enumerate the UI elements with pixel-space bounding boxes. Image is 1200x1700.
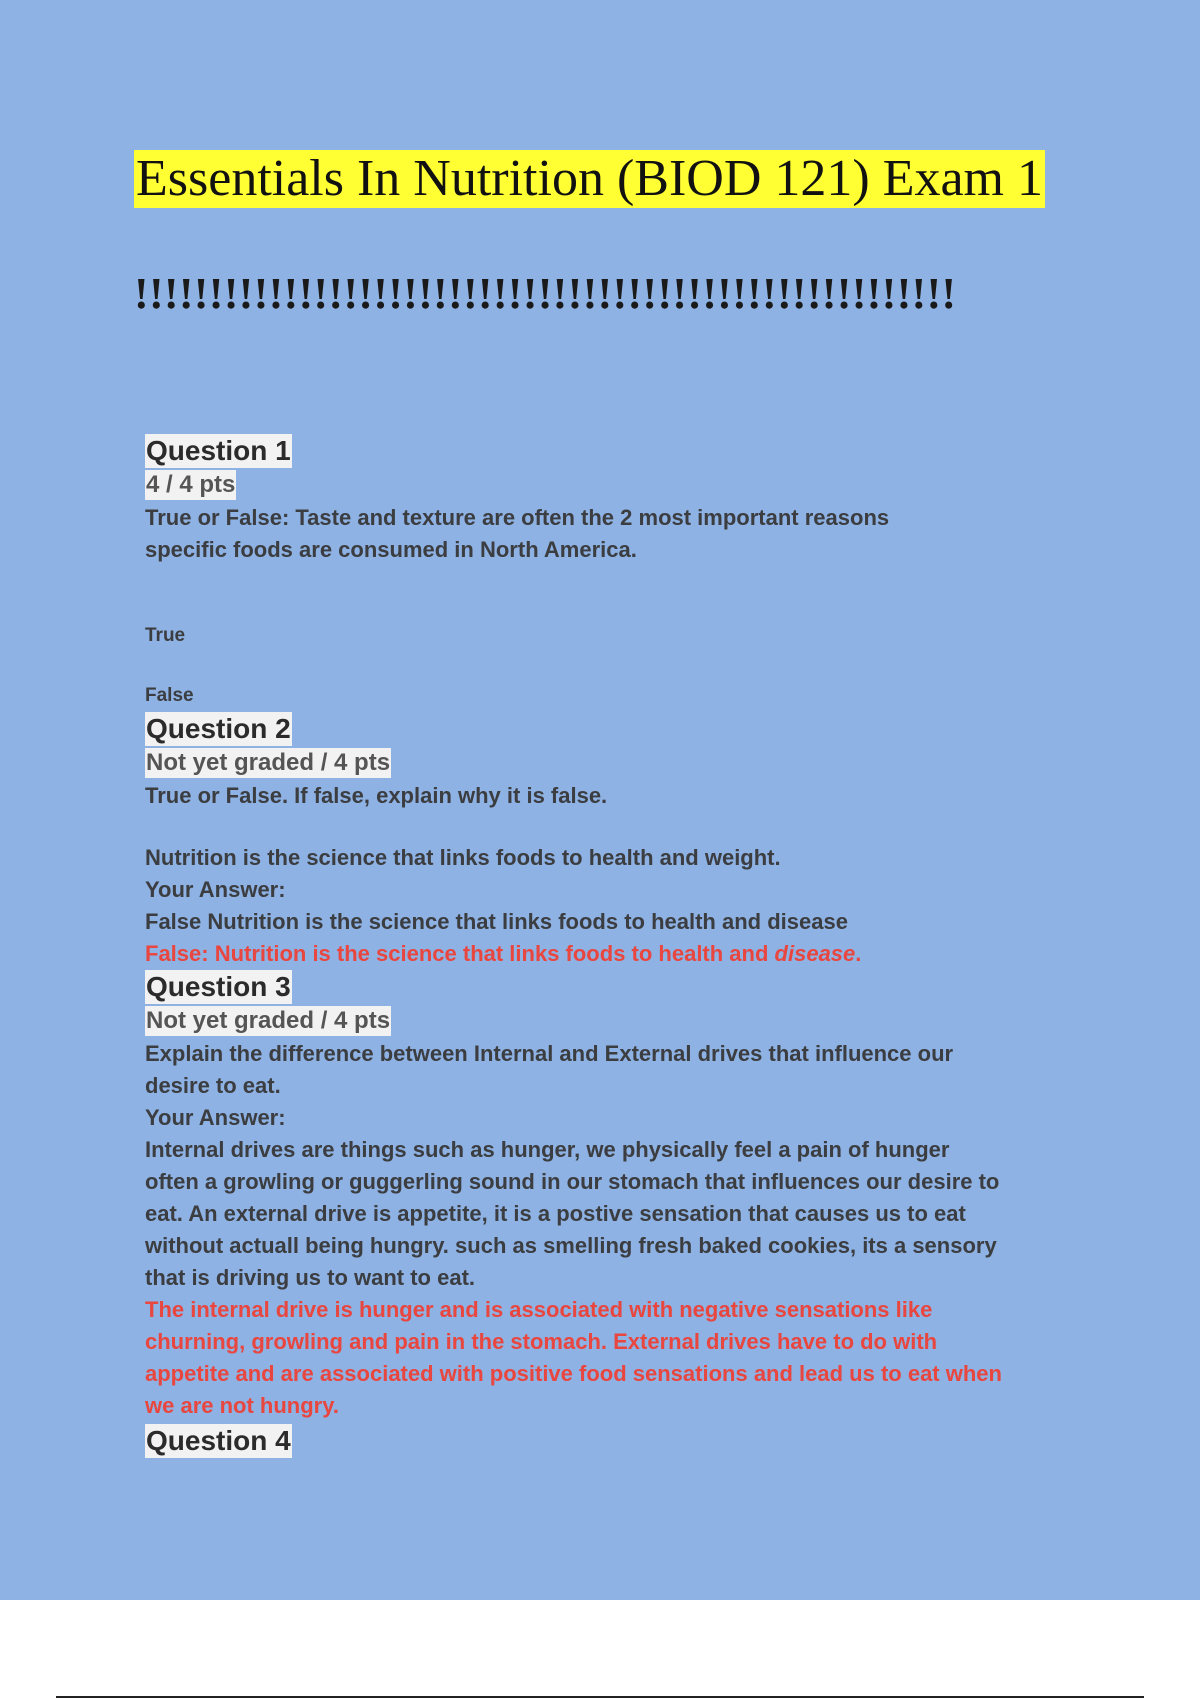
feedback-line: appetite and are associated with positive food sensations and lead us to eat when xyxy=(145,1361,1002,1386)
feedback-emphasis: disease xyxy=(774,941,856,966)
answer-line: eat. An external drive is appetite, it is a postive sensation that causes us to eat xyxy=(145,1201,966,1226)
question-text-line: Explain the difference between Internal and External drives that influence our xyxy=(145,1041,954,1066)
question-text-line: specific foods are consumed in North America. xyxy=(145,537,637,562)
question-heading: Question 3 xyxy=(146,971,291,1002)
question-heading: Question 4 xyxy=(146,1425,291,1456)
feedback-line: churning, growling and pain in the stomach. External drives have to do with xyxy=(145,1329,938,1354)
question-heading: Question 2 xyxy=(146,713,291,744)
question-heading: Question 1 xyxy=(146,435,291,466)
question-statement: Nutrition is the science that links foods to health and weight. xyxy=(145,845,781,870)
question-4 xyxy=(145,1424,1095,1458)
points-badge: Not yet graded / 4 pts xyxy=(146,749,391,776)
feedback-text: False: Nutrition is the science that links foods to health and xyxy=(145,941,775,966)
question-2 xyxy=(145,712,1095,970)
answer-line: often a growling or guggerling sound in our stomach that influences our desire to xyxy=(145,1169,1000,1194)
question-text xyxy=(145,502,1095,566)
question-text-line: True or False: Taste and texture are often the 2 most important reasons xyxy=(145,505,890,530)
question-3 xyxy=(145,970,1095,1422)
option-false[interactable]: False xyxy=(145,685,194,706)
feedback-line: The internal drive is hunger and is associated with negative sensations like xyxy=(145,1297,933,1322)
feedback-text: . xyxy=(855,941,862,966)
option-true[interactable]: True xyxy=(145,625,186,646)
points-badge: Not yet graded / 4 pts xyxy=(146,1007,391,1034)
answer-line: without actuall being hungry. such as smelling fresh baked cookies, its a sensory xyxy=(145,1233,997,1258)
question-text-line: desire to eat. xyxy=(145,1073,281,1098)
question-prompt xyxy=(145,1038,1095,1102)
student-answer: False Nutrition is the science that links foods to health and disease xyxy=(145,909,848,934)
your-answer-label: Your Answer: xyxy=(145,877,286,902)
correct-answer-feedback xyxy=(145,1294,1095,1422)
points-badge: 4 / 4 pts xyxy=(146,471,236,498)
feedback-line: we are not hungry. xyxy=(145,1393,339,1418)
title-block xyxy=(134,150,1045,208)
document-title: Essentials In Nutrition (BIOD 121) Exam 1 xyxy=(136,150,1043,207)
answer-line: Internal drives are things such as hunger, we physically feel a pain of hunger xyxy=(145,1137,950,1162)
decorative-exclamation-row: !!!!!!!!!!!!!!!!!!!!!!!!!!!!!!!!!!!!!!!!!!!!!!!!!!!!!!! xyxy=(134,269,957,318)
answer-line: that is driving us to want to eat. xyxy=(145,1265,476,1290)
your-answer-label: Your Answer: xyxy=(145,1105,286,1130)
question-prompt: True or False. If false, explain why it is false. xyxy=(145,783,608,808)
student-answer xyxy=(145,1134,1095,1294)
footer-divider xyxy=(56,1696,1144,1698)
exam-content xyxy=(145,434,1095,1458)
question-1 xyxy=(145,434,1095,708)
correct-answer-feedback xyxy=(145,938,1095,970)
